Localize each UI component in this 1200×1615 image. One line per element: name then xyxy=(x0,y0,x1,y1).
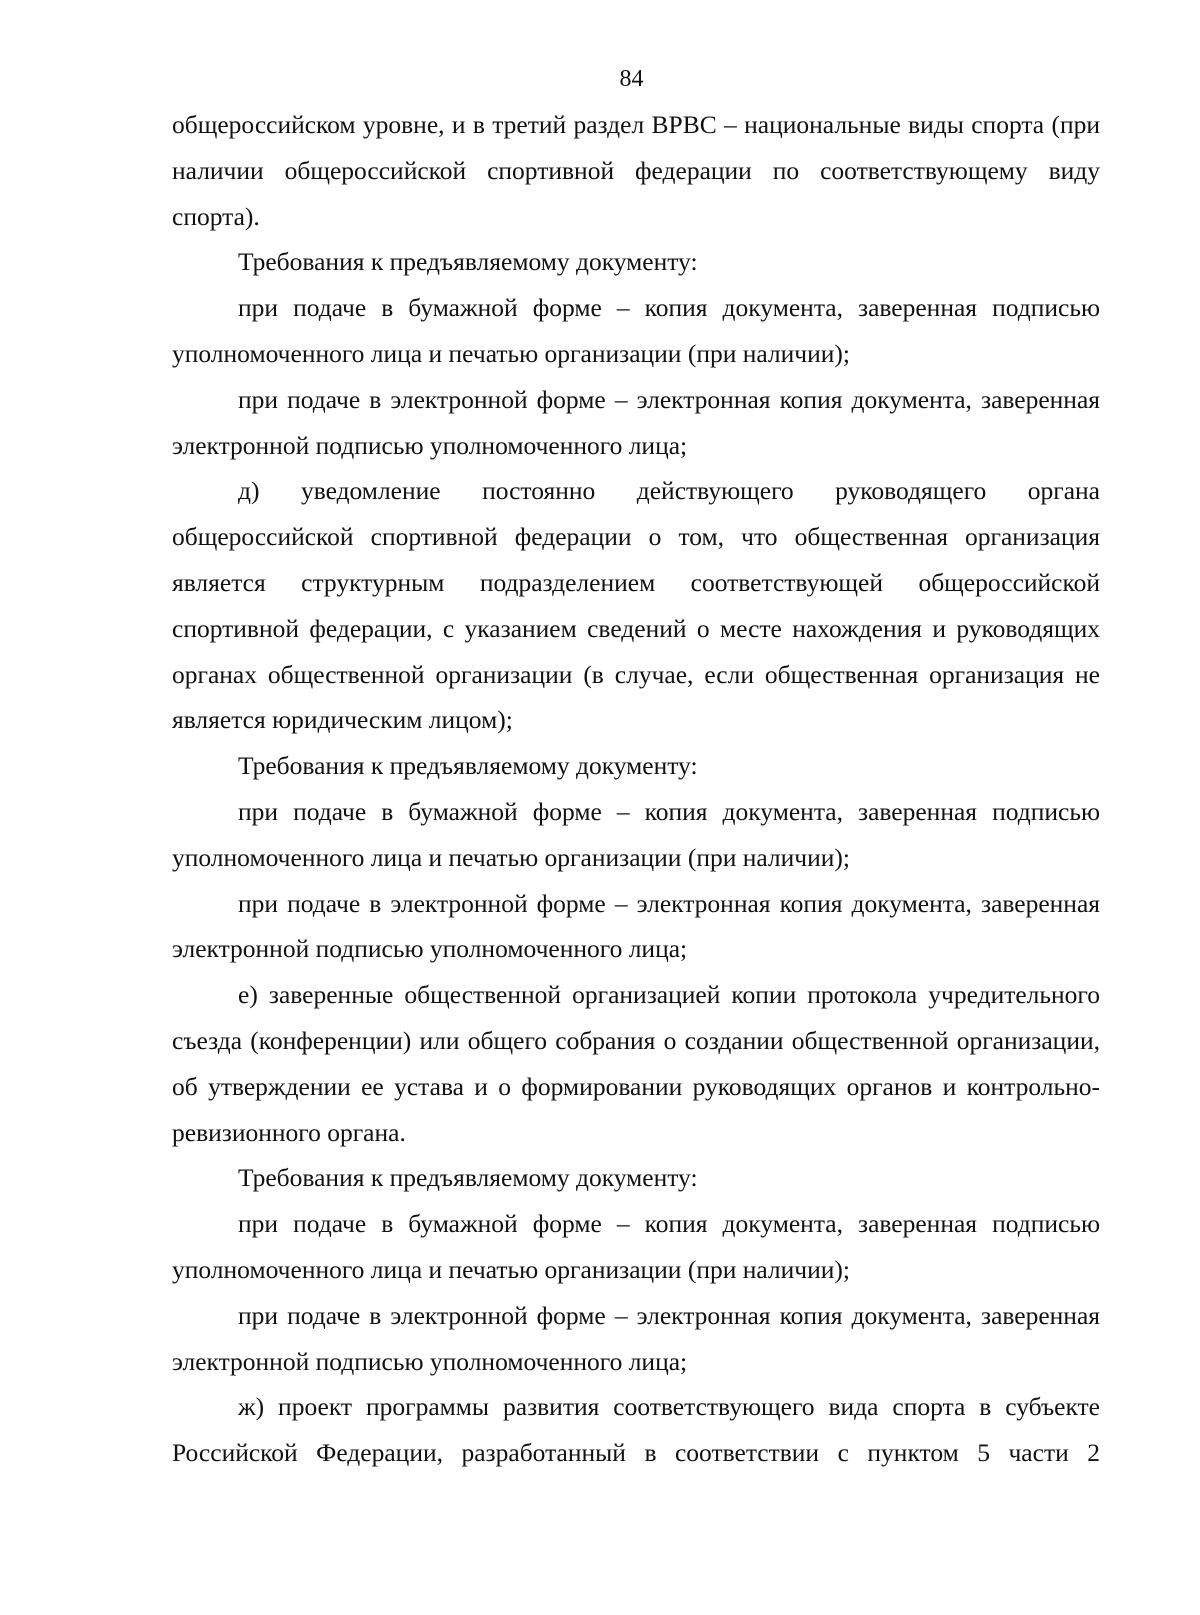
paragraph: при подаче в бумажной форме – копия документа, заверенная подписью уполномоченного лица и печатью организации (при наличии); xyxy=(172,796,1100,872)
paragraph: при подаче в электронной форме – электронная копия документа, заверенная электронной подписью уполномоченного лица; xyxy=(172,1300,1100,1376)
list-item-d: д) уведомление постоянно действующего руководящего органа общероссийской спортивной федерации о том, что общественная организация является структурным подразделением соответствующей общероссийской спортивной федерации, с указанием сведений о месте нахождения и руководящих органах общественной организации (в случае, если общественная организация не является юридическим лицом); xyxy=(172,476,1100,735)
page-number: 84 xyxy=(619,66,644,92)
document-body xyxy=(172,102,1100,1476)
paragraph: при подаче в бумажной форме – копия документа, заверенная подписью уполномоченного лица и печатью организации (при наличии); xyxy=(172,293,1100,368)
list-item-zh: ж) проект программы развития соответствующего вида спорта в субъекте Российской Федерации, разработанный в соответствии с пунктом 5 части 2 xyxy=(172,1392,1100,1468)
paragraph: при подаче в электронной форме – электронная копия документа, заверенная электронной подписью уполномоченного лица; xyxy=(172,888,1100,964)
paragraph: при подаче в бумажной форме – копия документа, заверенная подписью уполномоченного лица и печатью организации (при наличии); xyxy=(172,1209,1100,1284)
requirements-heading: Требования к предъявляемому документу: xyxy=(238,1163,698,1193)
list-item-e: е) заверенные общественной организацией копии протокола учредительного съезда (конференции) или общего собрания о создании общественной организации, об утверждении ее устава и о формировании руководящих органов и контрольно-ревизионного органа. xyxy=(172,980,1100,1147)
paragraph: общероссийском уровне, и в третий раздел ВРВС – национальные виды спорта (при наличии общероссийской спортивной федерации по соответствующему виду спорта). xyxy=(172,110,1100,231)
paragraph: при подаче в электронной форме – электронная копия документа, заверенная электронной подписью уполномоченного лица; xyxy=(172,384,1100,460)
requirements-heading: Требования к предъявляемому документу: xyxy=(238,247,698,277)
requirements-heading: Требования к предъявляемому документу: xyxy=(238,751,698,781)
